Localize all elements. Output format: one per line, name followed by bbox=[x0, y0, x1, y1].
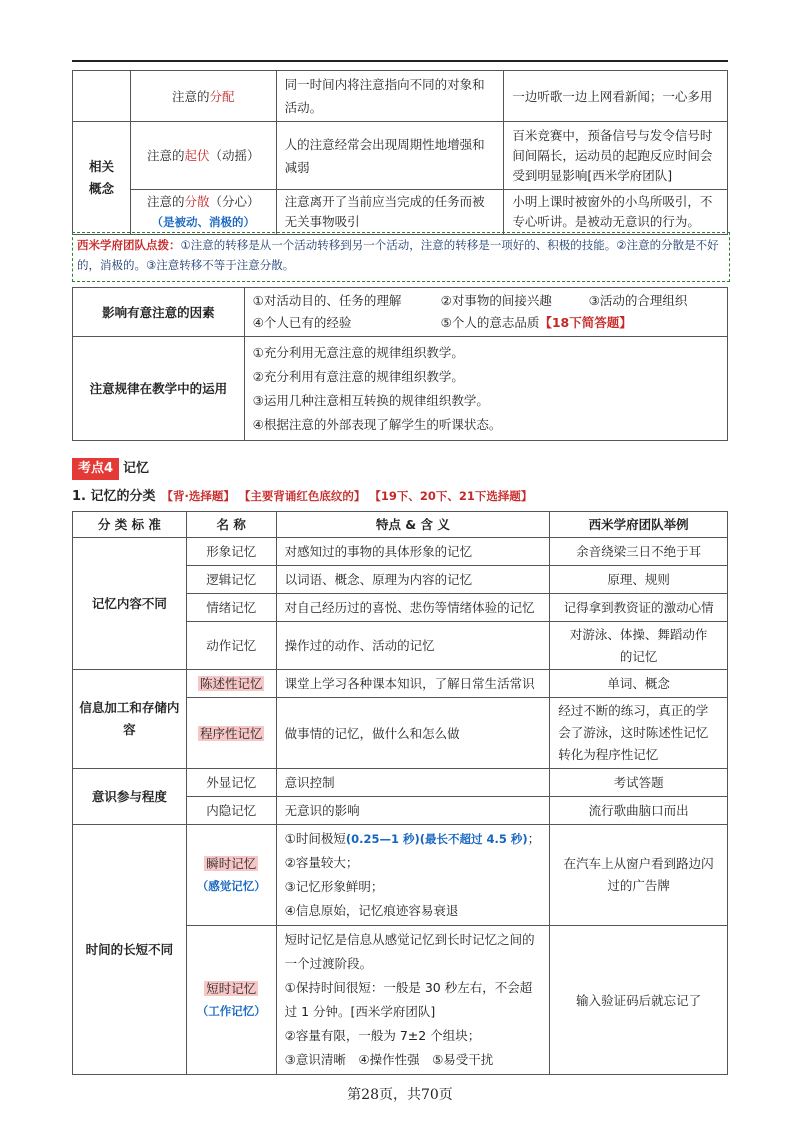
example-cell: 流行歌曲脑口而出 bbox=[550, 797, 728, 825]
name-cell: 瞬时记忆 （感觉记忆） bbox=[186, 825, 276, 926]
concepts-table bbox=[72, 70, 728, 235]
term-note: （是被动、消极的） bbox=[151, 215, 256, 229]
name-cell: 情绪记忆 bbox=[186, 594, 276, 622]
group-label: 相关 概念 bbox=[73, 122, 131, 235]
def-cell: 对感知过的事物的具体形象的记忆 bbox=[276, 538, 550, 566]
col-header: 特点 & 含 义 bbox=[276, 512, 550, 538]
def-cell: 以词语、概念、原理为内容的记忆 bbox=[276, 566, 550, 594]
example-cell: 经过不断的练习，真正的学会了游泳，这时陈述性记忆转化为程序性记忆 bbox=[550, 698, 728, 769]
name-cell: 内隐记忆 bbox=[186, 797, 276, 825]
example-cell: 输入验证码后就忘记了 bbox=[550, 926, 728, 1075]
def-cell: 人的注意经常会出现周期性地增强和减弱 bbox=[276, 122, 504, 190]
concepts-blank-cell bbox=[73, 71, 131, 122]
name-cell: 动作记忆 bbox=[186, 622, 276, 670]
name-cell: 陈述性记忆 bbox=[186, 670, 276, 698]
page-footer: 第28页，共70页 bbox=[347, 1087, 453, 1103]
tip-box bbox=[72, 232, 730, 282]
factors-label: 影响有意注意的因素 bbox=[73, 288, 245, 337]
teaching-cell: ①充分利用无意注意的规律组织教学。 ②充分利用有意注意的规律组织教学。 ③运用几种注意相互转换的规律组织教学。 ④根据注意的外部表现了解学生的听课状态。 bbox=[244, 337, 727, 441]
example-cell: 单词、概念 bbox=[550, 670, 728, 698]
example-cell: 小明上课时被窗外的小鸟所吸引，不专心听讲。是被动无意识的行为。 bbox=[504, 190, 728, 235]
example-cell: 一边听歌一边上网看新闻；一心多用 bbox=[504, 71, 728, 122]
example-cell: 对游泳、体操、舞蹈动作的记忆 bbox=[550, 622, 728, 670]
name-cell: 短时记忆 （工作记忆） bbox=[186, 926, 276, 1075]
col-header: 西米学府团队举例 bbox=[550, 512, 728, 538]
subsection-tags: 【背·选择题】 【主要背诵红色底纹的】 【19下、20下、21下选择题】 bbox=[161, 489, 533, 503]
def-cell: 课堂上学习各种课本知识，了解日常生活常识 bbox=[276, 670, 550, 698]
name-note: （感觉记忆） bbox=[196, 879, 266, 893]
def-cell: 无意识的影响 bbox=[276, 797, 550, 825]
def-cell: 同一时间内将注意指向不同的对象和活动。 bbox=[276, 71, 504, 122]
tip-lead: 西米学府团队点拨： bbox=[77, 238, 181, 252]
example-cell: 在汽车上从窗户看到路边闪过的广告牌 bbox=[550, 825, 728, 926]
factors-cell: ①对活动目的、任务的理解 ②对事物的间接兴趣 ③活动的合理组织 ④个人已有的经验 ⑤个人的意志品质【18下简答题】 bbox=[244, 288, 727, 337]
kaodian-badge: 考点4 bbox=[72, 458, 119, 480]
name-note: （工作记忆） bbox=[196, 1004, 266, 1018]
def-cell: 注意离开了当前应当完成的任务而被无关事物吸引 bbox=[276, 190, 504, 235]
section-heading bbox=[72, 458, 149, 480]
name-cell: 逻辑记忆 bbox=[186, 566, 276, 594]
subsection-heading: 1. 记忆的分类 【背·选择题】 【主要背诵红色底纹的】 【19下、20下、21下选择题】 bbox=[72, 489, 533, 504]
term-cell: 注意的分配 bbox=[130, 71, 276, 122]
def-cell: 对自己经历过的喜悦、悲伤等情绪体验的记忆 bbox=[276, 594, 550, 622]
example-cell: 百米竞赛中，预备信号与发令信号时间间隔长，运动员的起跑反应时间会受到明显影响[西米学府团队] bbox=[504, 122, 728, 190]
example-cell: 记得拿到教资证的激动心情 bbox=[550, 594, 728, 622]
col-header: 分 类 标 准 bbox=[73, 512, 187, 538]
example-cell: 余音绕梁三日不绝于耳 bbox=[550, 538, 728, 566]
name-cell: 程序性记忆 bbox=[186, 698, 276, 769]
tip-body: ①注意的转移是从一个活动转移到另一个活动，注意的转移是一项好的、积极的技能。②注意的分散是不好的，消极的。③注意转移不等于注意分散。 bbox=[77, 238, 719, 272]
example-cell: 考试答题 bbox=[550, 769, 728, 797]
def-cell: ①时间极短(0.25—1 秒)(最长不超过 4.5 秒)； ②容量较大； ③记忆形象鲜明； ④信息原始，记忆痕迹容易衰退 bbox=[276, 825, 550, 926]
header-rule bbox=[72, 60, 728, 62]
group-label: 信息加工和存储内容 bbox=[73, 670, 187, 769]
def-cell: 操作过的动作、活动的记忆 bbox=[276, 622, 550, 670]
kaodian-title: 记忆 bbox=[123, 461, 150, 476]
group-label: 时间的长短不同 bbox=[73, 825, 187, 1075]
example-cell: 原理、规则 bbox=[550, 566, 728, 594]
teaching-label: 注意规律在教学中的运用 bbox=[73, 337, 245, 441]
def-cell: 做事情的记忆，做什么和怎么做 bbox=[276, 698, 550, 769]
term-cell: 注意的起伏（动摇） bbox=[130, 122, 276, 190]
def-cell: 意识控制 bbox=[276, 769, 550, 797]
col-header: 名 称 bbox=[186, 512, 276, 538]
name-cell: 形象记忆 bbox=[186, 538, 276, 566]
group-label: 意识参与程度 bbox=[73, 769, 187, 825]
name-cell: 外显记忆 bbox=[186, 769, 276, 797]
group-label: 记忆内容不同 bbox=[73, 538, 187, 670]
memory-table bbox=[72, 511, 728, 1075]
term-cell: 注意的分散（分心） （是被动、消极的） bbox=[130, 190, 276, 235]
def-cell: 短时记忆是信息从感觉记忆到长时记忆之间的一个过渡阶段。 ①保持时间很短：一般是 30 秒左右，不会超过 1 分钟。[西米学府团队] ②容量有限，一般为 7±2 个组块； ③意识清晰 ④操作性强 ⑤易受干扰 bbox=[276, 926, 550, 1075]
attention-table bbox=[72, 287, 728, 441]
